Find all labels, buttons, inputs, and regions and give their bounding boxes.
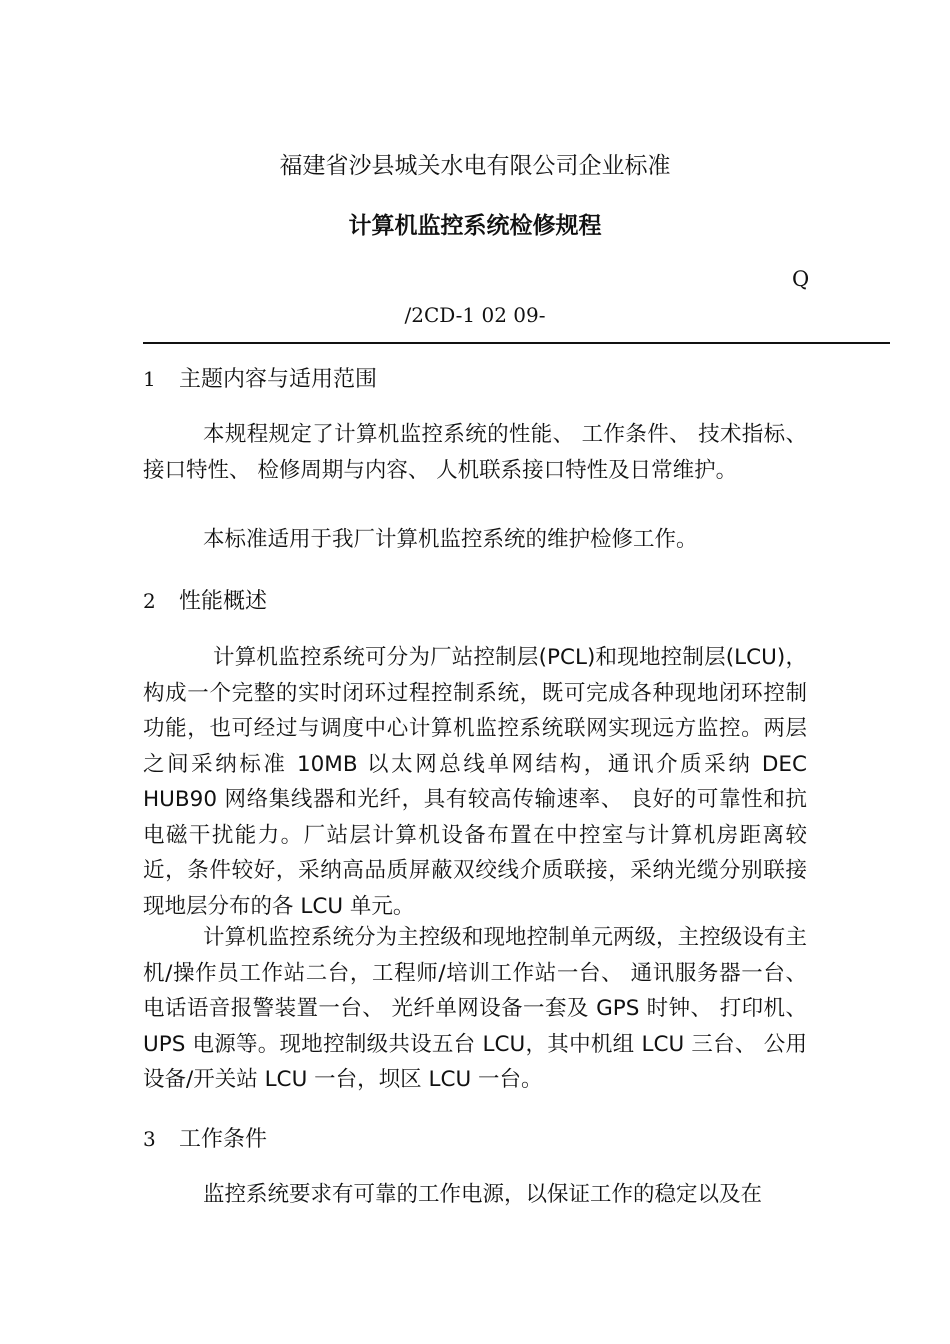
section-2-heading [143,584,267,615]
document-title: 计算机监控系统检修规程 [348,213,602,239]
section-3-heading [143,1122,267,1153]
section-2-paragraph-1: 计算机监控系统可分为厂站控制层(PCL)和现地控制层(LCU)，构成一个完整的实时闭环过程控制系统，既可完成各种现地闭环控制功能，也可经过与调度中心计算机监控系统联网实现远方监控。两层之间采纳标准 10MB 以太网总线单网结构，通讯介质采纳 DEC HUB90 网络集线器和光纤，具有较高传输速率、 良好的可靠性和抗电磁干扰能力。厂站层计算机设备布置在中控室与计算机房距离较近，条件较好，采纳高品质屏蔽双绞线介质联接，采纳光缆分别联接现地层分布的各 LCU 单元。 [143,645,807,919]
section-number: 2 [143,589,156,613]
standard-code-number: /2CD-1 02 09- [404,303,546,327]
section-number: 3 [143,1127,156,1151]
header-divider [143,342,890,344]
section-1-heading [143,362,377,393]
section-title: 工作条件 [179,1127,268,1152]
section-title: 主题内容与适用范围 [179,367,378,392]
section-title: 性能概述 [179,589,268,614]
section-3-paragraph-1: 监控系统要求有可靠的工作电源，以保证工作的稳定以及在 [203,1182,763,1207]
section-2-paragraph-2: 计算机监控系统分为主控级和现地控制单元两级，主控级设有主机/操作员工作站二台，工程师/培训工作站一台、 通讯服务器一台、 电话语音报警装置一台、 光纤单网设备一套及 GPS 时钟、 打印机、 UPS 电源等。现地控制级共设五台 LCU，其中机组 LCU 三台、 公用设备/开关站 LCU 一台，坝区 LCU 一台。 [143,925,807,1092]
standard-code-prefix: Q [792,267,810,291]
section-1-paragraph-2: 本标准适用于我厂计算机监控系统的维护检修工作。 [203,527,698,552]
section-number: 1 [143,367,156,391]
section-1-paragraph-1: 本规程规定了计算机监控系统的性能、 工作条件、 技术指标、 接口特性、 检修周期与内容、 人机联系接口特性及日常维护。 [143,422,807,483]
organization-header: 福建省沙县城关水电有限公司企业标准 [279,153,671,179]
